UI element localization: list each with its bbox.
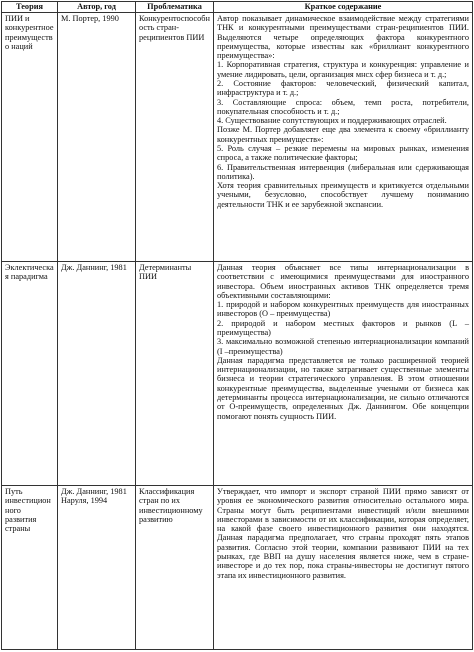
author-cell [58,262,136,486]
author-line: Дж. Даннинг, 1981 [61,263,127,272]
summary-paragraph: Хотя теория сравнительных преимуществ и критикуется отдельными учеными, безусловно, способствует лучшему пониманию деятельности ТНК и ее зарубежной экспансии. [217,181,469,209]
summary-paragraph: 2. Состояние факторов: человеческий, физический капитал, инфраструктура и т. д.; [217,78,469,98]
summary-paragraph: Утверждает, что импорт и экспорт страной ПИИ прямо зависят от уровня ее экономического развития относительно остального мира. Страны могут быть реципиентами инвестиций и/или внешними инвесторами в зависимости от их классификации, которая определяет, на какой фазе своего инвестиционного развития они находятся. Данная парадигма предполагает, что страны проходят пять этапов развития. Согласно этой теории, компании развивают ПИИ на тех рынках, где ВВП на душу населения является ниже, чем в стране-инвесторе и до тех пор, пока страны-инвесторы не достигнут пятого этапа их инвестиционного развития. [217,487,469,580]
summary-cell [214,486,473,650]
header-summary: Краткое содержание [214,2,473,13]
author-cell [58,13,136,262]
author-cell [58,486,136,650]
summary-paragraph: 5. Роль случая – резкие перемены на мировых рынках, изменения спроса, а также политические факторы; [217,143,469,163]
summary-paragraph: Автор показывает динамическое взаимодействие между стратегиями ТНК и конкурентными преимуществами стран-реципиентов ПИИ. Выделяются четыре определяющих фактора конкурентного преимущества, которые известны как «бриллиант конкурентного преимущества»: [217,14,469,61]
theory-cell: Путь инвестиционного развития страны [2,486,58,650]
problem-cell: Конкурентоспособность стран-реципиентов ПИИ [136,13,214,262]
author-line: Наруля, 1994 [61,496,108,506]
author-line: Дж. Даннинг, 1981 [61,487,127,496]
summary-paragraph: 1. Корпоративная стратегия, структура и конкуренция: управление и умение лидировать, цели, организация мнсх сфер бизнеса и т. д.; [217,60,469,79]
summary-paragraph: Данная теория объясняет все типы интернационализации в соответствии с имеющимися преимуществами для иностранного инвестора. Объем иностранных активов ТНК определяется тремя объективными составляющими: [217,263,469,300]
table-row [2,262,473,486]
summary-paragraph: 2. природой и набором местных факторов и рынков (L – преимущества) [217,318,469,337]
header-theory: Теория [2,2,58,13]
theory-cell: ПИИ и конкурентное преимущество наций [2,13,58,262]
summary-paragraph: 1. природой и набором конкурентных преимуществ для иностранных инвесторов (О – преимущества) [217,300,469,319]
table-row [2,486,473,650]
summary-paragraph: 3. максимально возможной степенью интернационализации компаний (I –преимущества) [217,337,469,356]
summary-paragraph: Позже М. Портер добавляет еще два элемента к своему «бриллианту конкурентных преимуществ»: [217,125,469,144]
header-author-year: Автор, год [58,2,136,13]
theory-cell: Эклектическая парадигма [2,262,58,486]
problem-cell: Детерминанты ПИИ [136,262,214,486]
author-line: М. Портер, 1990 [61,14,119,23]
summary-cell [214,262,473,486]
table-header-row [2,2,473,13]
header-problem: Проблематика [136,2,214,13]
theories-table [1,1,473,650]
table-row [2,13,473,262]
summary-paragraph: Данная парадигма представляется не только расширенной теорией интернационализации, но также затрагивает существенные элементы бизнеса и теории стратегического управления. В этом отношении конкурентные преимущества, выделенные учеными от бизнеса как детерминанты процесса интернационализации, не сильно отличаются от О-преимуществ, определенных Дж. Даннингом. Обе концепции помогают понять сущность ПИИ. [217,355,469,421]
summary-paragraph: 4. Существование сопутствующих и поддерживающих отраслей. [217,116,447,126]
summary-paragraph: 3. Составляющие спроса: объем, темп роста, потребители, покупательная способность и т. д.; [217,97,469,116]
summary-paragraph: 6. Правительственная интервенция (либеральная или сдерживающая политика). [217,162,469,181]
summary-cell [214,13,473,262]
problem-cell: Классификация стран по их инвестиционному развитию [136,486,214,650]
